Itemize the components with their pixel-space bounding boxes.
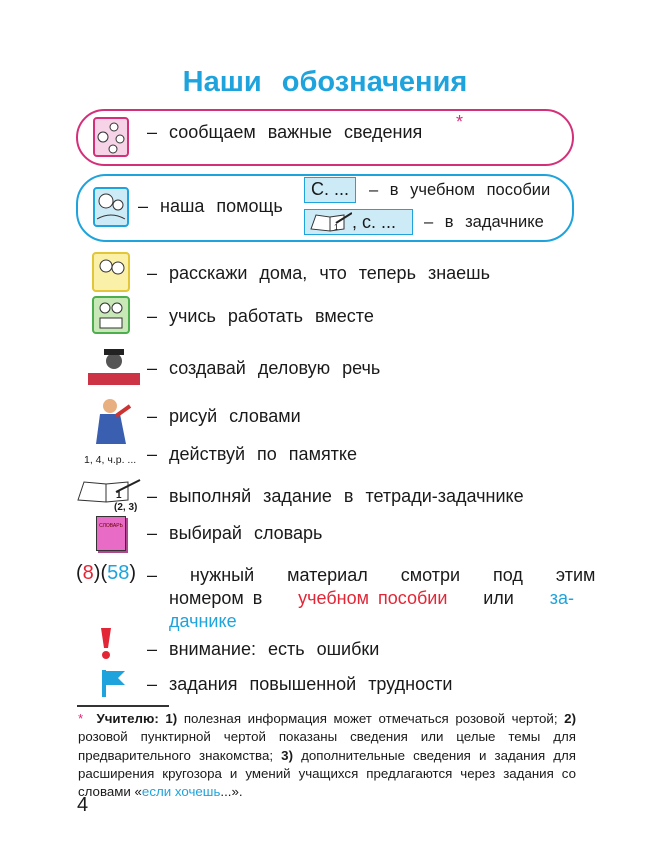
workbook-label: – в задачнике [424, 213, 544, 231]
item-text: – выбирай словарь [147, 523, 323, 543]
memo-refs-label: 1, 4, ч.р. ... [84, 454, 137, 466]
page-number: 4 [77, 794, 89, 816]
item-text: – создавай деловую речь [147, 358, 381, 378]
item-text: – действуй по памятке [147, 444, 358, 464]
item-text: – расскажи дома, что теперь знаешь [147, 263, 490, 283]
material-line3: дачнике [169, 611, 237, 631]
dictionary-icon: СЛОВАРЬ [96, 516, 126, 551]
help-icon [93, 187, 129, 227]
textbook-label: – в учебном пособии [369, 181, 551, 199]
scholar-icon [86, 345, 142, 392]
item-text: – рисуй словами [147, 406, 301, 426]
workbook-page-ref [304, 209, 413, 235]
exclamation-icon [98, 626, 114, 665]
help-text: – наша помощь [138, 196, 283, 216]
artist-icon [92, 396, 132, 451]
page-title: Наши обозначения [182, 66, 468, 98]
workbook-task-subnumbers: (2, 3) [114, 502, 138, 513]
flag-icon [100, 668, 126, 703]
workbook-icon [308, 211, 352, 233]
item-text: – учись работать вместе [147, 306, 374, 326]
asterisk-mark: * [456, 112, 464, 132]
important-info-icon [93, 117, 129, 157]
footnote: * Учителю: 1) полезная информация может отмечаться розовой чертой; 2) розовой пунктирной чертой показаны сведения или целые темы для предварительного знакомства; 3) дополнительные сведения и задания для расширения кругозора и умений учащихся предлагаются через задания со словами «если хочешь...». [78, 711, 576, 800]
footnote-divider [77, 705, 169, 707]
important-text: – сообщаем важные сведения [147, 122, 423, 142]
material-line2: номером в учебном пособии или за- [169, 588, 574, 608]
attention-text: – внимание: есть ошибки [147, 639, 380, 659]
material-line1: – нужный материал смотри под этим [147, 565, 596, 585]
workbook-ref-text: , с. ... [352, 211, 397, 232]
item-text: – выполняй задание в тетради-задачнике [147, 486, 524, 506]
textbook-page-ref: С. ... [304, 177, 356, 203]
workbook-task-number: 1 [116, 490, 122, 501]
family-icon [92, 252, 130, 292]
material-numbers: (8)(58) [76, 562, 137, 584]
pair-work-icon [92, 296, 130, 334]
svg-text:1: 1 [334, 223, 339, 232]
advanced-text: – задания повышенной трудности [147, 674, 453, 694]
